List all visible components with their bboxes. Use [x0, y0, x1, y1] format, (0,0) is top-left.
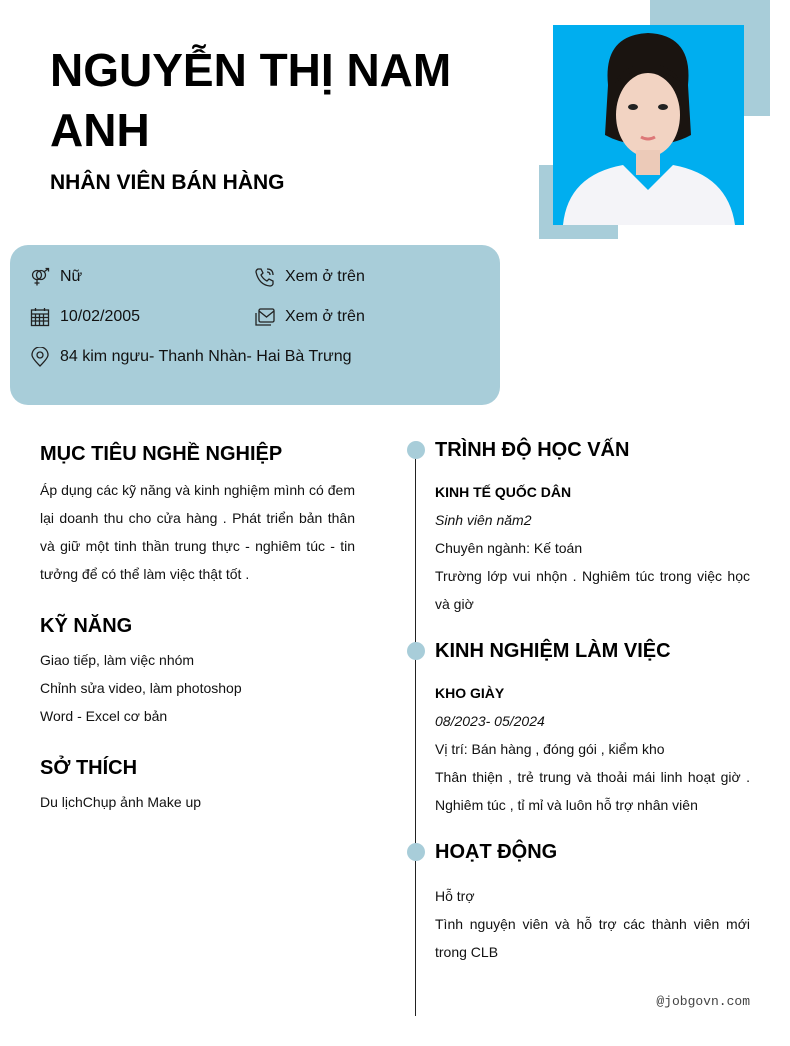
education-desc: Trường lớp vui nhộn . Nghiêm túc trong việc học và giờ — [435, 568, 750, 612]
email-value: Xem ở trên — [285, 308, 365, 325]
email-icon — [255, 307, 275, 327]
education-period: Sinh viên năm2 — [435, 512, 532, 528]
company-name: KHO GIÀY — [435, 685, 505, 701]
experience-heading: KINH NGHIỆM LÀM VIỆC — [435, 640, 671, 662]
calendar-icon — [30, 307, 50, 327]
experience-role: Vị trí: Bán hàng , đóng gói , kiểm kho — [435, 741, 665, 757]
activity-desc: Tình nguyện viên và hỗ trợ các thành viên mới trong CLB — [435, 916, 750, 960]
email-row — [255, 307, 365, 327]
school-name: KINH TẾ QUỐC DÂN — [435, 484, 572, 500]
education-major: Chuyên ngành: Kế toán — [435, 540, 583, 556]
activities-heading: HOẠT ĐỘNG — [435, 841, 558, 863]
objective-text: Áp dụng các kỹ năng và kinh nghiệm mình có đem lại doanh thu cho cửa hàng . Phát triển bản thân và giữ một tinh thần trung thực - nghiêm túc - tin tưởng để có thể làm việc thật tốt . — [40, 482, 355, 582]
phone-icon — [255, 267, 275, 287]
education-heading: TRÌNH ĐỘ HỌC VẤN — [435, 439, 630, 461]
activities-section — [435, 838, 750, 966]
gender-icon — [30, 267, 50, 287]
birthday-value: 10/02/2005 — [60, 308, 141, 325]
activity-title: Hỗ trợ — [435, 888, 475, 904]
gender-value: Nữ — [60, 268, 83, 285]
skill-item: Word - Excel cơ bản — [40, 708, 168, 724]
address-row — [30, 347, 352, 367]
phone-row — [255, 267, 365, 287]
hobbies-heading: SỞ THÍCH — [40, 757, 138, 779]
profile-photo — [553, 25, 744, 225]
timeline-dot — [407, 642, 425, 660]
hobbies-text: Du lịchChụp ảnh Make up — [40, 794, 202, 810]
experience-desc: Thân thiện , trẻ trung và thoải mái linh hoạt giờ . Nghiêm túc , tỉ mỉ và luôn hỗ trợ nhân viên — [435, 769, 750, 813]
timeline-dot — [407, 843, 425, 861]
timeline-dot — [407, 441, 425, 459]
watermark-footer: @jobgovn.com — [656, 994, 750, 1009]
left-column — [40, 440, 355, 816]
skills-heading: KỸ NĂNG — [40, 615, 133, 637]
skill-item: Giao tiếp, làm việc nhóm — [40, 652, 195, 668]
education-section — [435, 436, 750, 618]
objective-heading: MỤC TIÊU NGHỀ NGHIỆP — [40, 443, 283, 465]
experience-section — [435, 637, 750, 819]
candidate-name: NGUYỄN THỊ NAM ANH — [50, 44, 452, 156]
job-title: NHÂN VIÊN BÁN HÀNG — [50, 171, 285, 194]
skill-item: Chỉnh sửa video, làm photoshop — [40, 680, 242, 696]
gender-row — [30, 267, 82, 287]
location-pin-icon — [30, 347, 50, 367]
birthday-row — [30, 307, 140, 327]
contact-box — [10, 245, 500, 405]
timeline-line — [415, 450, 416, 1016]
address-value: 84 kim ngưu- Thanh Nhàn- Hai Bà Trưng — [60, 348, 352, 365]
phone-value: Xem ở trên — [285, 268, 365, 285]
experience-period: 08/2023- 05/2024 — [435, 713, 545, 729]
